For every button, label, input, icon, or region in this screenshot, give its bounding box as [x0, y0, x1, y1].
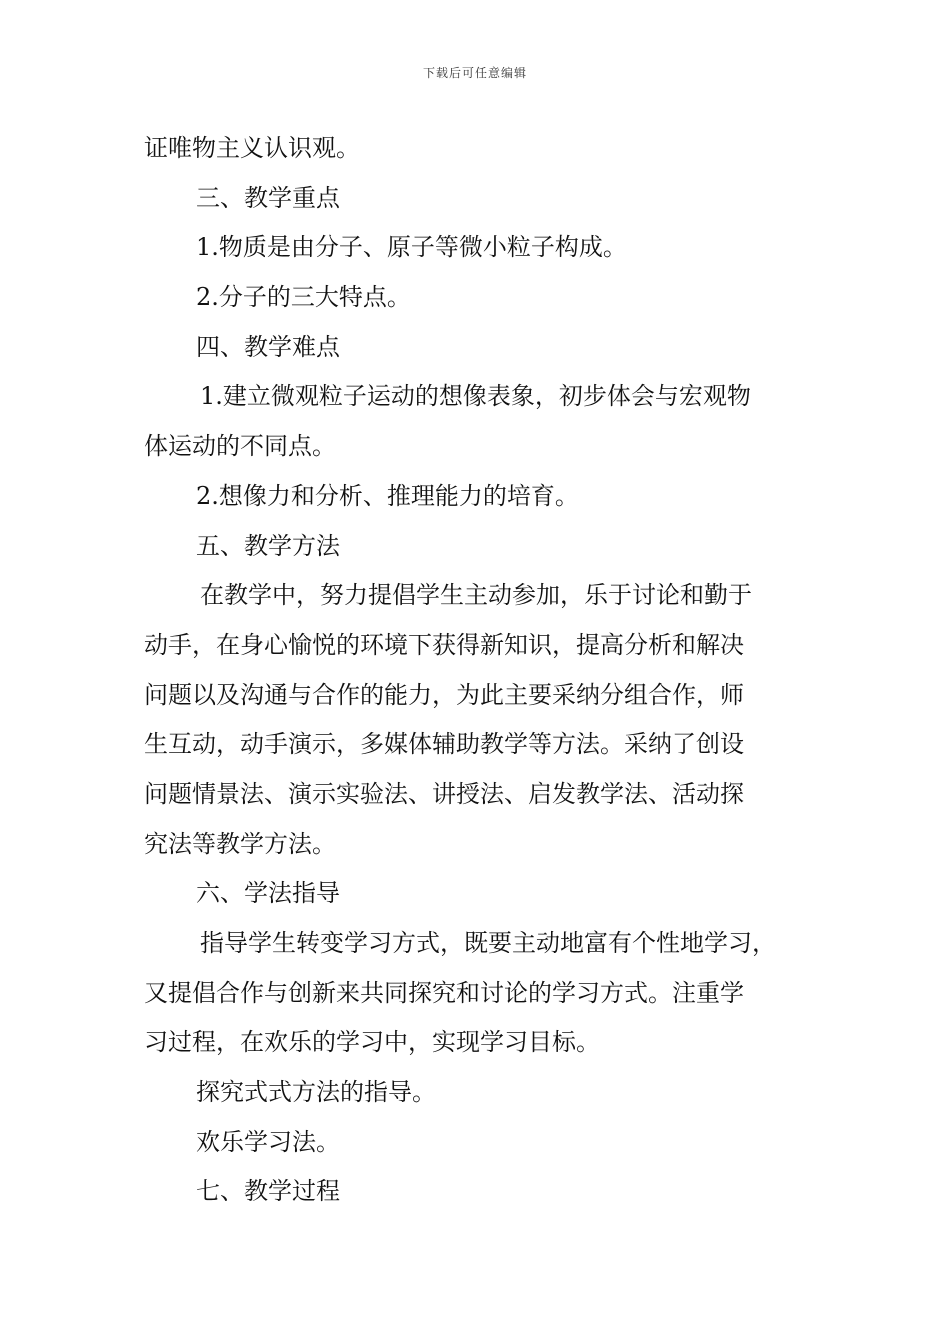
text-line: 证唯物主义认识观。 — [144, 134, 360, 162]
section-heading-study-guidance: 六、学法指导 — [196, 879, 340, 908]
section-heading-difficulties: 四、教学难点 — [196, 332, 340, 361]
section-heading-key-points: 三、教学重点 — [196, 183, 340, 212]
paragraph-line: 探究式式方法的指导。 — [196, 1078, 436, 1107]
paragraph-line: 欢乐学习法。 — [196, 1127, 340, 1156]
paragraph-line: 问题以及沟通与合作的能力，为此主要采纳分组合作，师 — [144, 680, 744, 709]
paragraph-line: 问题情景法、演示实验法、讲授法、启发教学法、活动探 — [144, 779, 744, 808]
paragraph-line: 究法等教学方法。 — [144, 829, 336, 858]
list-item: 1.建立微观粒子运动的想像表象，初步体会与宏观物 — [200, 382, 751, 411]
paragraph-line: 又提倡合作与创新来共同探究和讨论的学习方式。注重学 — [144, 978, 744, 1007]
paragraph-line: 习过程，在欢乐的学习中，实现学习目标。 — [144, 1028, 600, 1057]
list-item: 2.分子的三大特点。 — [196, 283, 411, 312]
page-header: 下载后可任意编辑 — [422, 66, 527, 80]
text-line: 体运动的不同点。 — [144, 432, 336, 461]
section-heading-process: 七、教学过程 — [196, 1177, 340, 1206]
section-heading-methods: 五、教学方法 — [196, 531, 340, 560]
paragraph-line: 动手，在身心愉悦的环境下获得新知识，提高分析和解决 — [144, 630, 744, 659]
paragraph-line: 在教学中，努力提倡学生主动参加，乐于讨论和勤于 — [200, 581, 752, 610]
paragraph-line: 生互动，动手演示，多媒体辅助教学等方法。采纳了创设 — [144, 730, 744, 759]
list-item: 2.想像力和分析、推理能力的培育。 — [196, 481, 579, 510]
paragraph-line: 指导学生转变学习方式，既要主动地富有个性地学习， — [200, 929, 776, 957]
list-item: 1.物质是由分子、原子等微小粒子构成。 — [196, 233, 627, 262]
document-body — [144, 124, 809, 1217]
